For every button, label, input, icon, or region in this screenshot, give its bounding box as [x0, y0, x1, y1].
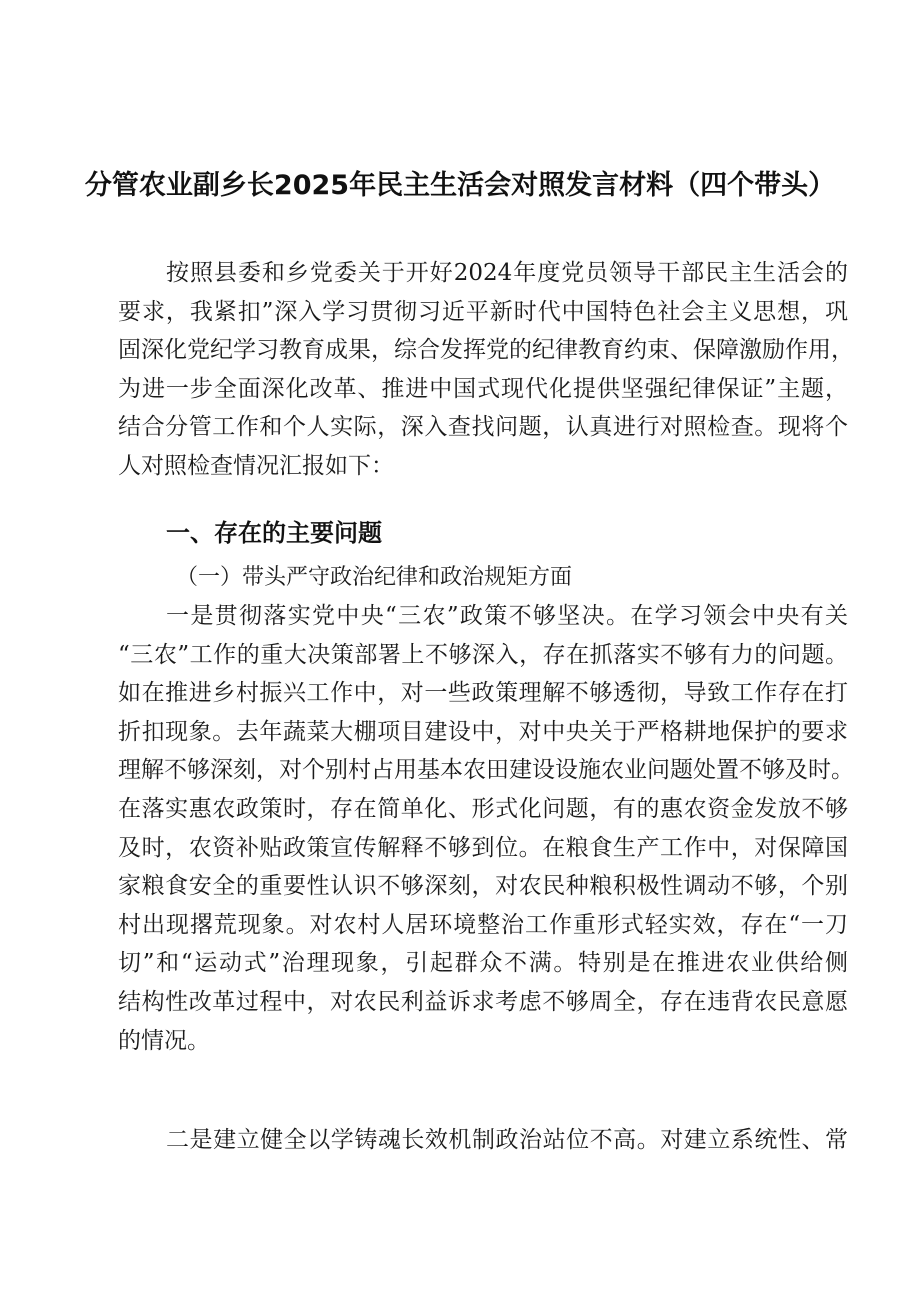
- paragraph-line: 理解不够深刻，对个别村占用基本农田建设设施农业问题处置不够及时。: [118, 757, 854, 784]
- paragraph-line: 折扣现象。去年蔬菜大棚项目建设中，对中央关于严格耕地保护的要求: [118, 718, 848, 745]
- point-two-paragraph: [118, 1121, 848, 1160]
- paragraph-line: 在落实惠农政策时，存在简单化、形式化问题，有的惠农资金发放不够: [118, 795, 848, 822]
- paragraph-line: 的情况。: [118, 1027, 210, 1054]
- paragraph-line: 人对照检查情况汇报如下：: [118, 452, 394, 479]
- paragraph-line: 为进一步全面深化改革、推进中国式现代化提供坚强纪律保证”主题，: [118, 375, 848, 402]
- paragraph-line: 如在推进乡村振兴工作中，对一些政策理解不够透彻，导致工作存在打: [118, 680, 848, 707]
- document-title: 分管农业副乡长2025年民主生活会对照发言材料（四个带头）: [84, 170, 836, 201]
- paragraph-line: 结构性改革过程中，对农民利益诉求考虑不够周全，存在违背农民意愿: [118, 988, 848, 1015]
- point-one-paragraph: [118, 597, 854, 1060]
- paragraph-line: “三农”工作的重大决策部署上不够深入，存在抓落实不够有力的问题。: [118, 641, 848, 668]
- paragraph-line: 家粮食安全的重要性认识不够深刻，对农民种粮积极性调动不够，个别: [118, 873, 848, 900]
- paragraph-line: 按照县委和乡党委关于开好2024年度党员领导干部民主生活会的: [166, 260, 848, 286]
- subsection-heading: （一）带头严守政治纪律和政治规矩方面: [176, 565, 573, 590]
- paragraph-line: 二是建立健全以学铸魂长效机制政治站位不高。对建立系统性、常: [166, 1127, 848, 1153]
- section-heading: 一、存在的主要问题: [166, 519, 382, 547]
- intro-paragraph: [118, 254, 854, 486]
- paragraph-line: 切”和“运动式”治理现象，引起群众不满。特别是在推进农业供给侧: [118, 950, 848, 977]
- paragraph-line: 一是贯彻落实党中央“三农”政策不够坚决。在学习领会中央有关: [166, 603, 848, 629]
- paragraph-line: 结合分管工作和个人实际，深入查找问题，认真进行对照检查。现将个: [118, 414, 848, 441]
- paragraph-line: 村出现撂荒现象。对农村人居环境整治工作重形式轻实效，存在“一刀: [118, 911, 848, 938]
- paragraph-line: 及时，农资补贴政策宣传解释不够到位。在粮食生产工作中，对保障国: [118, 834, 848, 861]
- paragraph-line: 要求，我紧扣”深入学习贯彻习近平新时代中国特色社会主义思想，巩: [118, 298, 848, 325]
- paragraph-line: 固深化党纪学习教育成果，综合发挥党的纪律教育约束、保障激励作用，: [118, 337, 854, 364]
